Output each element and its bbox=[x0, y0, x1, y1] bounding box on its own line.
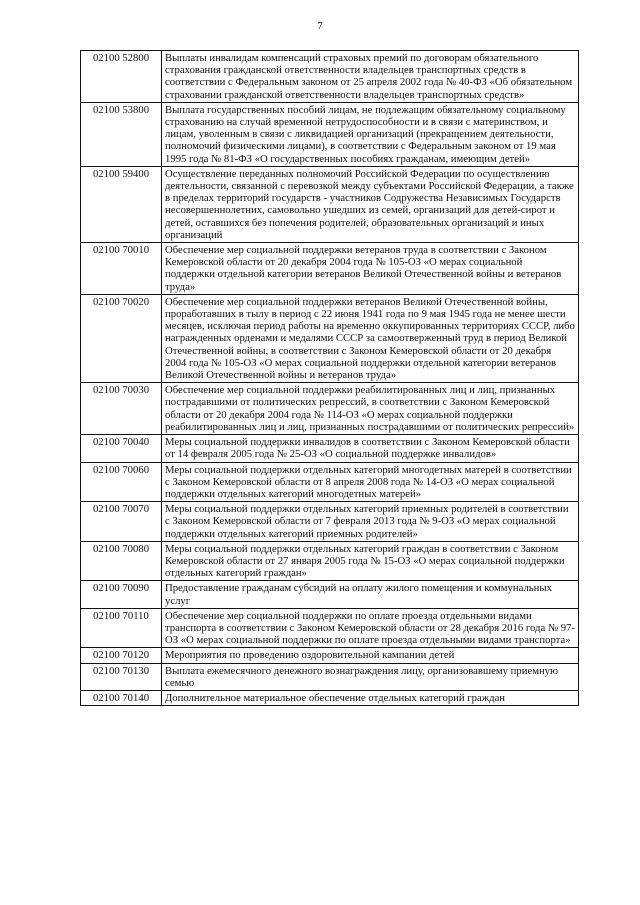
row-code: 02100 70130 bbox=[81, 663, 162, 690]
row-description: Мероприятия по проведению оздоровительной кампании детей bbox=[162, 648, 579, 663]
table-row bbox=[81, 502, 579, 542]
row-description: Обеспечение мер социальной поддержки ветеранов Великой Отечественной войны, проработавших в тылу в период с 22 июня 1941 года по 9 мая 1945 года не менее шести месяцев, исключая период работы на временно оккупированных территориях СССР, либо награжденных орденами и медалями СССР за самоотверженный труд в период Великой Отечественной войны, в соответствии с Законом Кемеровской области от 20 декабря 2004 года № 105-ОЗ «О мерах социальной поддержки отдельной категории ветеранов Великой Отечественной войны и ветеранов труда» bbox=[162, 294, 579, 382]
table-row bbox=[81, 663, 579, 690]
row-description: Меры социальной поддержки отдельных категорий многодетных матерей в соответствии с Законом Кемеровской области от 8 апреля 2008 года № 14-ОЗ «О мерах социальной поддержки отдельных категорий многодетных матерей» bbox=[162, 462, 579, 502]
table-row bbox=[81, 462, 579, 502]
page-number: 7 bbox=[317, 20, 323, 32]
row-description: Выплата ежемесячного денежного вознаграждения лицу, организовавшему приемную семью bbox=[162, 663, 579, 690]
table-row bbox=[81, 383, 579, 435]
row-code: 02100 70040 bbox=[81, 435, 162, 462]
table-row bbox=[81, 166, 579, 242]
table-row bbox=[81, 541, 579, 581]
table-row bbox=[81, 608, 579, 648]
row-code: 02100 70060 bbox=[81, 462, 162, 502]
row-description: Выплаты инвалидам компенсаций страховых премий по договорам обязательного страхования гражданской ответственности владельцев транспортных средств в соответствии с Федеральным законом от 25 апреля 2002 года № 40-ФЗ «Об обязательном страховании гражданской ответственности владельцев транспортных средств» bbox=[162, 51, 579, 103]
row-description: Обеспечение мер социальной поддержки по оплате проезда отдельными видами транспорта в соответствии с Законом Кемеровской области от 28 декабря 2016 года № 97-ОЗ «О мерах социальной поддержки по оплате проезда отдельными видами транспорта» bbox=[162, 608, 579, 648]
row-code: 02100 70090 bbox=[81, 581, 162, 608]
budget-codes-table bbox=[80, 50, 579, 706]
row-code: 02100 70110 bbox=[81, 608, 162, 648]
table-row bbox=[81, 581, 579, 608]
table-row bbox=[81, 690, 579, 705]
table-row bbox=[81, 243, 579, 295]
table-row bbox=[81, 294, 579, 382]
row-description: Выплата государственных пособий лицам, не подлежащим обязательному социальному страхованию на случай временной нетрудоспособности и в связи с материнством, и лицам, уволенным в связи с ликвидацией организаций (прекращением деятельности, полномочий физическими лицами), в соответствии с Федеральным законом от 19 мая 1995 года № 81-ФЗ «О государственных пособиях гражданам, имеющим детей» bbox=[162, 102, 579, 166]
row-description: Осуществление переданных полномочий Российской Федерации по осуществлению деятельности, связанной с перевозкой между субъектами Российской Федерации, а также в пределах территорий государств - участников Содружества Независимых Государств несовершеннолетних, самовольно ушедших из семей, организаций для детей-сирот и детей, оставшихся без попечения родителей, образовательных организаций и иных организаций bbox=[162, 166, 579, 242]
row-description: Меры социальной поддержки отдельных категорий граждан в соответствии с Законом Кемеровской области от 27 января 2005 года № 15-ОЗ «О мерах социальной поддержки отдельных категорий граждан» bbox=[162, 541, 579, 581]
row-description: Меры социальной поддержки отдельных категорий приемных родителей в соответствии с Законом Кемеровской области от 7 февраля 2013 года № 9-ОЗ «О мерах социальной поддержки отдельных категорий приемных родителей» bbox=[162, 502, 579, 542]
table-row bbox=[81, 51, 579, 103]
row-description: Обеспечение мер социальной поддержки реабилитированных лиц и лиц, признанных пострадавшими от политических репрессий, в соответствии с Законом Кемеровской области от 20 декабря 2004 года № 114-ОЗ «О мерах социальной поддержки реабилитированных лиц и лиц, признанных пострадавшими от политических репрессий» bbox=[162, 383, 579, 435]
row-code: 02100 70080 bbox=[81, 541, 162, 581]
row-description: Дополнительное материальное обеспечение отдельных категорий граждан bbox=[162, 690, 579, 705]
table-row bbox=[81, 435, 579, 462]
row-code: 02100 70030 bbox=[81, 383, 162, 435]
row-code: 02100 53800 bbox=[81, 102, 162, 166]
row-description: Меры социальной поддержки инвалидов в соответствии с Законом Кемеровской области от 14 февраля 2005 года № 25-ОЗ «О социальной поддержке инвалидов» bbox=[162, 435, 579, 462]
row-code: 02100 70120 bbox=[81, 648, 162, 663]
row-code: 02100 70140 bbox=[81, 690, 162, 705]
table-row bbox=[81, 102, 579, 166]
row-code: 02100 70070 bbox=[81, 502, 162, 542]
row-code: 02100 70010 bbox=[81, 243, 162, 295]
row-code: 02100 59400 bbox=[81, 166, 162, 242]
row-code: 02100 70020 bbox=[81, 294, 162, 382]
table-row bbox=[81, 648, 579, 663]
row-description: Обеспечение мер социальной поддержки ветеранов труда в соответствии с Законом Кемеровской области от 20 декабря 2004 года № 105-ОЗ «О мерах социальной поддержки отдельной категории ветеранов Великой Отечественной войны и ветеранов труда» bbox=[162, 243, 579, 295]
row-code: 02100 52800 bbox=[81, 51, 162, 103]
row-description: Предоставление гражданам субсидий на оплату жилого помещения и коммунальных услуг bbox=[162, 581, 579, 608]
